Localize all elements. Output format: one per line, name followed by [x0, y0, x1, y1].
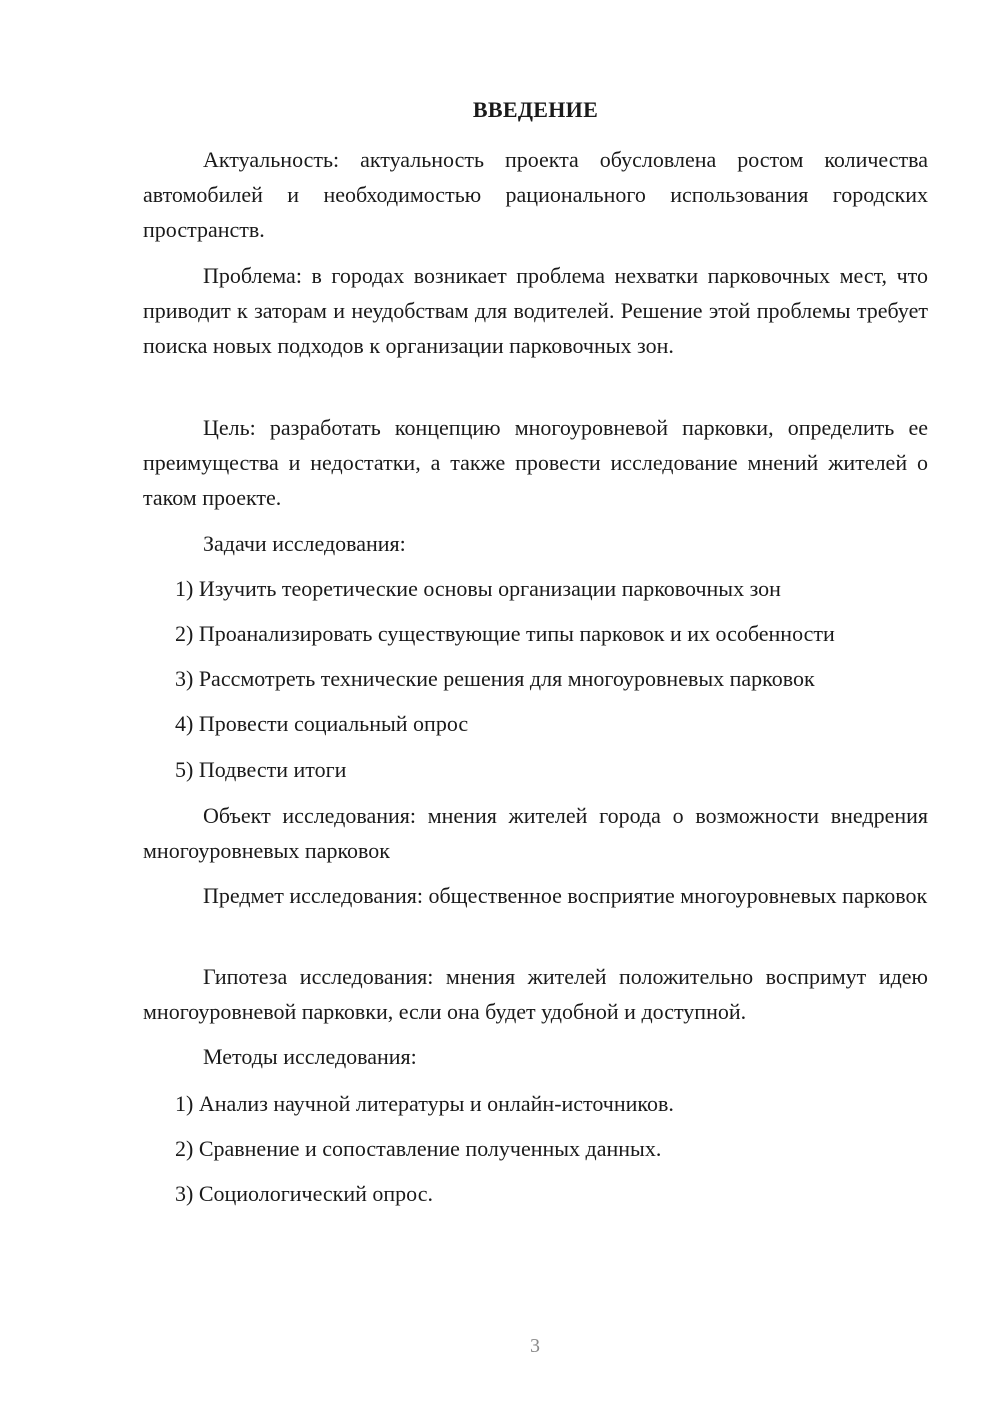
- tasks-heading: Задачи исследования:: [203, 531, 406, 556]
- task-item-4: 4) Провести социальный опрос: [175, 711, 469, 736]
- problem-paragraph: Проблема: в городах возникает проблема нехватки парковочных мест, что приводит к заторам и неудобствам для водителей. Решение этой проблемы требует поиска новых подходов к организации парковочных зон.: [143, 263, 928, 358]
- task-item-1: 1) Изучить теоретические основы организации парковочных зон: [175, 576, 781, 601]
- method-item-3: 3) Социологический опрос.: [175, 1181, 433, 1206]
- methods-heading: Методы исследования:: [203, 1044, 417, 1069]
- task-item-2: 2) Проанализировать существующие типы парковок и их особенности: [175, 621, 835, 646]
- task-item-3: 3) Рассмотреть технические решения для многоуровневых парковок: [175, 666, 815, 691]
- method-item-2: 2) Сравнение и сопоставление полученных данных.: [175, 1136, 662, 1161]
- task-item-5: 5) Подвести итоги: [175, 757, 347, 782]
- relevance-paragraph: Актуальность: актуальность проекта обусловлена ростом количества автомобилей и необходимостью рационального использования городских пространств.: [143, 147, 928, 242]
- page-number: 3: [530, 1335, 540, 1357]
- subject-paragraph: Предмет исследования: общественное восприятие многоуровневых парковок: [203, 883, 928, 908]
- goal-paragraph: Цель: разработать концепцию многоуровневой парковки, определить ее преимущества и недостатки, а также провести исследование мнений жителей о таком проекте.: [143, 415, 928, 510]
- object-paragraph: Объект исследования: мнения жителей города о возможности внедрения многоуровневых парковок: [143, 803, 928, 863]
- hypothesis-paragraph: Гипотеза исследования: мнения жителей положительно воспримут идею многоуровневой парковки, если она будет удобной и доступной.: [143, 964, 928, 1024]
- page-title: ВВЕДЕНИЕ: [472, 97, 599, 122]
- method-item-1: 1) Анализ научной литературы и онлайн-источников.: [175, 1091, 674, 1116]
